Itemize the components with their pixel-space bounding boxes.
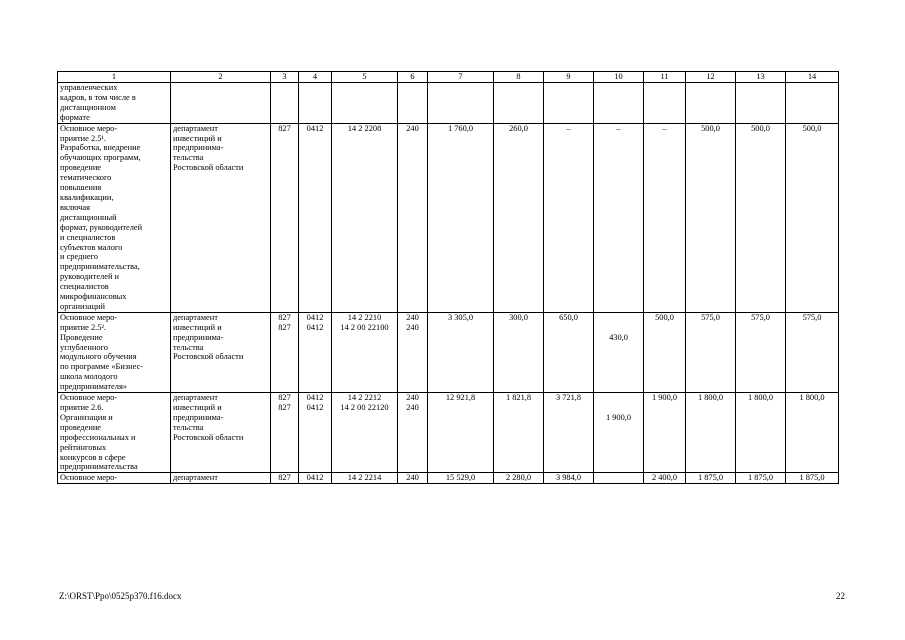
amount-cell: 2 280,0 <box>494 473 544 484</box>
column-header: 6 <box>398 72 428 83</box>
column-header: 8 <box>494 72 544 83</box>
column-header: 12 <box>686 72 736 83</box>
document-file-path: Z:\ORST\Ppo\0525p370.f16.docx <box>59 591 182 601</box>
csr-cell: 14 2 2208 <box>332 123 398 312</box>
amount-cell: 1 875,0 <box>786 473 839 484</box>
column-header: 9 <box>544 72 594 83</box>
amount-cell <box>686 83 736 124</box>
amount-cell: – <box>594 123 644 312</box>
amount-cell: 3 305,0 <box>428 312 494 392</box>
column-header-row <box>58 72 839 83</box>
amount-cell: 2 400,0 <box>644 473 686 484</box>
amount-cell: 650,0 <box>544 312 594 392</box>
table-row <box>58 83 839 124</box>
measure-name-cell: Основное меро- приятие 2.6. Организация и проведение профессиональных и рейтинговых конкурсов в сфере предпринимательства <box>58 393 171 473</box>
table-row <box>58 123 839 312</box>
column-header: 2 <box>171 72 271 83</box>
vr-cell: 240 240 <box>398 393 428 473</box>
executor-cell: департамент инвестиций и предпринима- тельства Ростовской области <box>171 123 271 312</box>
table-row <box>58 312 839 392</box>
amount-cell <box>428 83 494 124</box>
grbs-cell: 827 827 <box>271 393 299 473</box>
table-row <box>58 393 839 473</box>
vr-cell: 240 240 <box>398 312 428 392</box>
amount-cell <box>736 83 786 124</box>
column-header: 10 <box>594 72 644 83</box>
amount-cell: 1 800,0 <box>786 393 839 473</box>
amount-cell: 1 875,0 <box>736 473 786 484</box>
amount-cell: 1 760,0 <box>428 123 494 312</box>
amount-cell <box>594 83 644 124</box>
page-number: 22 <box>836 591 845 601</box>
amount-cell: 500,0 <box>736 123 786 312</box>
amount-cell: – <box>544 123 594 312</box>
column-header: 4 <box>299 72 332 83</box>
vr-cell: 240 <box>398 123 428 312</box>
budget-table <box>57 71 839 484</box>
executor-cell: департамент <box>171 473 271 484</box>
amount-cell <box>594 473 644 484</box>
amount-cell <box>644 83 686 124</box>
amount-cell: 3 984,0 <box>544 473 594 484</box>
grbs-cell: 827 <box>271 123 299 312</box>
amount-cell: 15 529,0 <box>428 473 494 484</box>
vr-cell <box>398 83 428 124</box>
amount-cell: – <box>644 123 686 312</box>
amount-cell: 1 800,0 <box>736 393 786 473</box>
amount-cell <box>494 83 544 124</box>
csr-cell <box>332 83 398 124</box>
amount-cell: 575,0 <box>786 312 839 392</box>
rzpr-cell: 0412 <box>299 473 332 484</box>
amount-cell: 500,0 <box>644 312 686 392</box>
amount-cell <box>544 83 594 124</box>
grbs-cell <box>271 83 299 124</box>
grbs-cell: 827 827 <box>271 312 299 392</box>
amount-cell: 260,0 <box>494 123 544 312</box>
rzpr-cell: 0412 <box>299 123 332 312</box>
amount-cell <box>786 83 839 124</box>
amount-cell: 500,0 <box>786 123 839 312</box>
rzpr-cell: 0412 0412 <box>299 312 332 392</box>
csr-cell: 14 2 2214 <box>332 473 398 484</box>
amount-cell: 3 721,8 <box>544 393 594 473</box>
executor-cell: департамент инвестиций и предпринима- тельства Ростовской области <box>171 393 271 473</box>
table-row <box>58 473 839 484</box>
column-header: 13 <box>736 72 786 83</box>
amount-cell: 1 875,0 <box>686 473 736 484</box>
executor-cell: департамент инвестиций и предпринима- тельства Ростовской области <box>171 312 271 392</box>
amount-cell: 500,0 <box>686 123 736 312</box>
amount-cell: 1 821,8 <box>494 393 544 473</box>
amount-cell: 1 900,0 <box>644 393 686 473</box>
rzpr-cell: 0412 0412 <box>299 393 332 473</box>
executor-cell <box>171 83 271 124</box>
rzpr-cell <box>299 83 332 124</box>
measure-name-cell: Основное меро- приятие 2.5². Проведение углубленного модульного обучения по программе «Бизнес- школа молодого предпринимателя» <box>58 312 171 392</box>
column-header: 7 <box>428 72 494 83</box>
csr-cell: 14 2 2212 14 2 00 22120 <box>332 393 398 473</box>
column-header: 5 <box>332 72 398 83</box>
amount-cell: 300,0 <box>494 312 544 392</box>
column-header: 3 <box>271 72 299 83</box>
amount-cell: 430,0 <box>594 312 644 392</box>
column-header: 1 <box>58 72 171 83</box>
csr-cell: 14 2 2210 14 2 00 22100 <box>332 312 398 392</box>
column-header: 14 <box>786 72 839 83</box>
measure-name-cell: управленческих кадров, в том числе в дистанционном формате <box>58 83 171 124</box>
measure-name-cell: Основное меро- <box>58 473 171 484</box>
measure-name-cell: Основное меро- приятие 2.5¹. Разработка, внедрение обучающих программ, проведение тематического повышения квалификации, включая дистанционный формат, руководителей и специалистов субъектов малого и среднего предпринимательства, руководителей и специалистов микрофинансовых организаций <box>58 123 171 312</box>
amount-cell: 575,0 <box>686 312 736 392</box>
vr-cell: 240 <box>398 473 428 484</box>
grbs-cell: 827 <box>271 473 299 484</box>
amount-cell: 575,0 <box>736 312 786 392</box>
amount-cell: 1 900,0 <box>594 393 644 473</box>
amount-cell: 12 921,8 <box>428 393 494 473</box>
amount-cell: 1 800,0 <box>686 393 736 473</box>
column-header: 11 <box>644 72 686 83</box>
